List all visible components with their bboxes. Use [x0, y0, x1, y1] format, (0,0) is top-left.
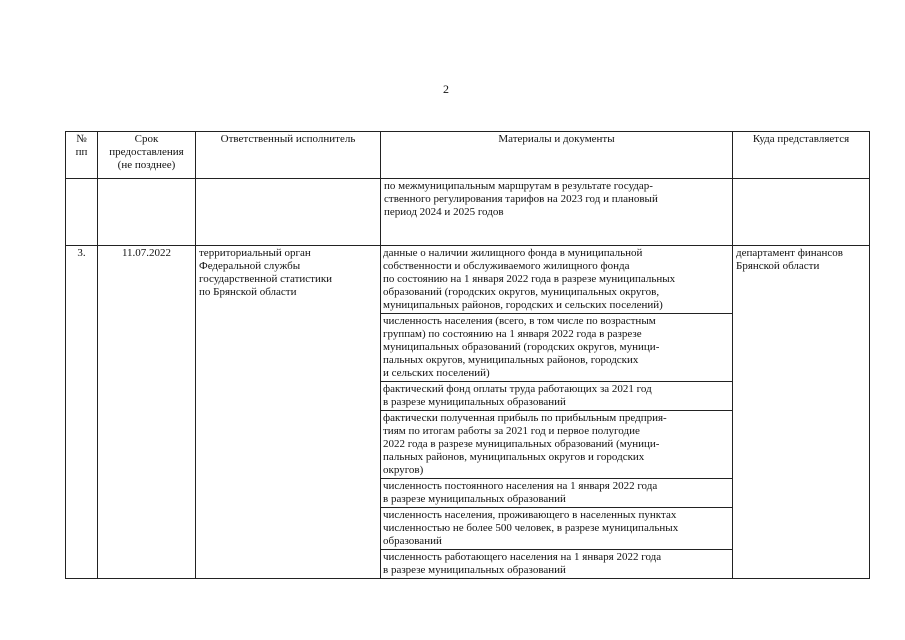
material-item: численность постоянного населения на 1 января 2022 года в разрезе муниципальных образований [381, 479, 732, 508]
cell-executor: территориальный орган Федеральной службы государственной статистики по Брянской области [196, 246, 381, 579]
header-executor: Ответственный исполнитель [196, 132, 381, 179]
cell-recipient: департамент финансов Брянской области [733, 246, 870, 579]
table-row-continuation [66, 179, 870, 246]
header-materials: Материалы и документы [381, 132, 733, 179]
material-item: фактически полученная прибыль по прибыльным предприя- тиям по итогам работы за 2021 год и первое полугодие 2022 года в разрезе муниципальных образований (муници- пальных районов, муниципальных округов и городских округов) [381, 411, 732, 479]
materials-table [65, 131, 870, 579]
table-header-row [66, 132, 870, 179]
cell-empty [733, 179, 870, 246]
material-item: фактический фонд оплаты труда работающих за 2021 год в разрезе муниципальных образований [381, 382, 732, 411]
cell-num: 3. [66, 246, 98, 579]
material-item: численность населения, проживающего в населенных пунктах численностью не более 500 человек, в разрезе муниципальных образований [381, 508, 732, 550]
material-item: данные о наличии жилищного фонда в муниципальной собственности и обслуживаемого жилищного фонда по состоянию на 1 января 2022 года в разрезе муниципальных образований (городских округов, муниципальных округов, муниципальных районов, городских и сельских поселений) [381, 246, 732, 314]
table-row-3 [66, 246, 870, 579]
header-num: № пп [66, 132, 98, 179]
material-item: численность работающего населения на 1 января 2022 года в разрезе муниципальных образований [383, 551, 662, 576]
header-recipient: Куда представляется [733, 132, 870, 179]
cell-materials-list [381, 246, 733, 579]
cell-deadline: 11.07.2022 [98, 246, 196, 579]
material-item: численность населения (всего, в том числе по возрастным группам) по состоянию на 1 января 2022 года в разрезе муниципальных образований (городских округов, муници- пальных округов, муниципальных районов, городских и сельских поселений) [381, 314, 732, 382]
page-number: 2 [443, 82, 449, 96]
cell-materials-continuation: по межмуниципальным маршрутам в результате государ- ственного регулирования тарифов на 2023 год и плановый период 2024 и 2025 годов [381, 179, 733, 246]
cell-empty [66, 179, 98, 246]
cell-empty [98, 179, 196, 246]
header-deadline: Срок предоставления (не позднее) [98, 132, 196, 179]
cell-empty [196, 179, 381, 246]
